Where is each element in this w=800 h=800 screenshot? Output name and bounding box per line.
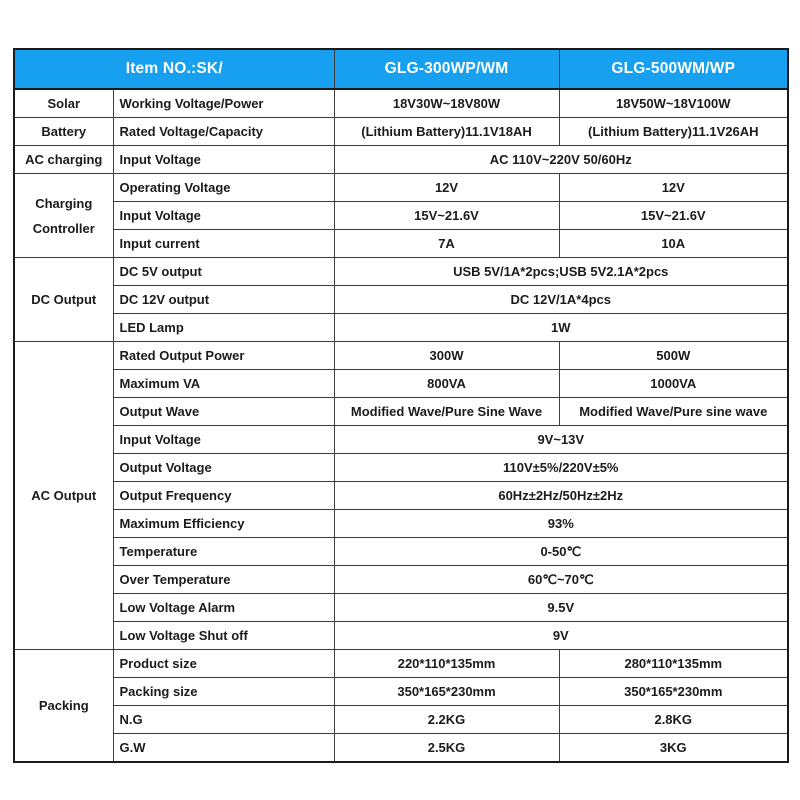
table-row [14,706,788,734]
table-row [14,258,788,286]
param-cell: Rated Voltage/Capacity [113,118,334,146]
value-cell: 9V~13V [334,426,788,454]
table-row [14,426,788,454]
value-cell: 18V50W~18V100W [559,89,788,118]
group-cell-battery: Battery [14,118,113,146]
param-cell: Temperature [113,538,334,566]
table-row [14,146,788,174]
group-cell-charging-controller: Charging Controller [14,174,113,258]
value-cell: 60Hz±2Hz/50Hz±2Hz [334,482,788,510]
value-cell: Modified Wave/Pure Sine Wave [334,398,559,426]
param-cell: Input Voltage [113,146,334,174]
spec-table [13,48,789,763]
value-cell: 800VA [334,370,559,398]
table-row [14,594,788,622]
group-cell-ac-charging: AC charging [14,146,113,174]
value-cell: 15V~21.6V [559,202,788,230]
table-row [14,174,788,202]
table-row [14,230,788,258]
value-cell: 500W [559,342,788,370]
table-row [14,370,788,398]
group-cell-dc-output: DC Output [14,258,113,342]
table-row [14,566,788,594]
param-cell: Input current [113,230,334,258]
value-cell: 2.8KG [559,706,788,734]
table-row [14,510,788,538]
value-cell: 300W [334,342,559,370]
param-cell: Low Voltage Shut off [113,622,334,650]
table-row [14,398,788,426]
table-row [14,622,788,650]
value-cell: 350*165*230mm [334,678,559,706]
value-cell: 9.5V [334,594,788,622]
value-cell: 10A [559,230,788,258]
value-cell: 18V30W~18V80W [334,89,559,118]
value-cell: DC 12V/1A*4pcs [334,286,788,314]
value-cell: 1W [334,314,788,342]
param-cell: Rated Output Power [113,342,334,370]
value-cell: 60℃~70℃ [334,566,788,594]
value-cell: Modified Wave/Pure sine wave [559,398,788,426]
table-row [14,678,788,706]
param-cell: LED Lamp [113,314,334,342]
value-cell: 12V [559,174,788,202]
spec-table-body [14,89,788,762]
param-cell: Output Frequency [113,482,334,510]
header-model-glg-500: GLG-500WM/WP [559,49,788,89]
table-row [14,314,788,342]
param-cell: G.W [113,734,334,763]
param-cell: Output Wave [113,398,334,426]
value-cell: 280*110*135mm [559,650,788,678]
param-cell: DC 5V output [113,258,334,286]
table-row [14,454,788,482]
table-row [14,118,788,146]
table-row [14,734,788,763]
group-cell-solar: Solar [14,89,113,118]
value-cell: 350*165*230mm [559,678,788,706]
table-row [14,286,788,314]
table-row [14,482,788,510]
param-cell: Input Voltage [113,426,334,454]
param-cell: N.G [113,706,334,734]
value-cell: (Lithium Battery)11.1V26AH [559,118,788,146]
value-cell: 0-50℃ [334,538,788,566]
table-row [14,538,788,566]
table-row [14,342,788,370]
group-cell-packing: Packing [14,650,113,763]
value-cell: 1000VA [559,370,788,398]
group-cell-ac-output: AC Output [14,342,113,650]
value-cell: 220*110*135mm [334,650,559,678]
value-cell: 9V [334,622,788,650]
header-model-glg-300: GLG-300WP/WM [334,49,559,89]
value-cell: USB 5V/1A*2pcs;USB 5V2.1A*2pcs [334,258,788,286]
value-cell: 15V~21.6V [334,202,559,230]
table-row [14,89,788,118]
param-cell: Input Voltage [113,202,334,230]
param-cell: Operating Voltage [113,174,334,202]
param-cell: Over Temperature [113,566,334,594]
table-row [14,202,788,230]
value-cell: (Lithium Battery)11.1V18AH [334,118,559,146]
param-cell: Output Voltage [113,454,334,482]
table-row [14,650,788,678]
param-cell: Maximum VA [113,370,334,398]
param-cell: Product size [113,650,334,678]
value-cell: 2.5KG [334,734,559,763]
value-cell: 93% [334,510,788,538]
param-cell: Low Voltage Alarm [113,594,334,622]
value-cell: 110V±5%/220V±5% [334,454,788,482]
header-row [14,49,788,89]
param-cell: Maximum Efficiency [113,510,334,538]
value-cell: AC 110V~220V 50/60Hz [334,146,788,174]
header-item-no: Item NO.:SK/ [14,49,334,89]
param-cell: Packing size [113,678,334,706]
value-cell: 3KG [559,734,788,763]
value-cell: 7A [334,230,559,258]
value-cell: 12V [334,174,559,202]
param-cell: DC 12V output [113,286,334,314]
value-cell: 2.2KG [334,706,559,734]
param-cell: Working Voltage/Power [113,89,334,118]
